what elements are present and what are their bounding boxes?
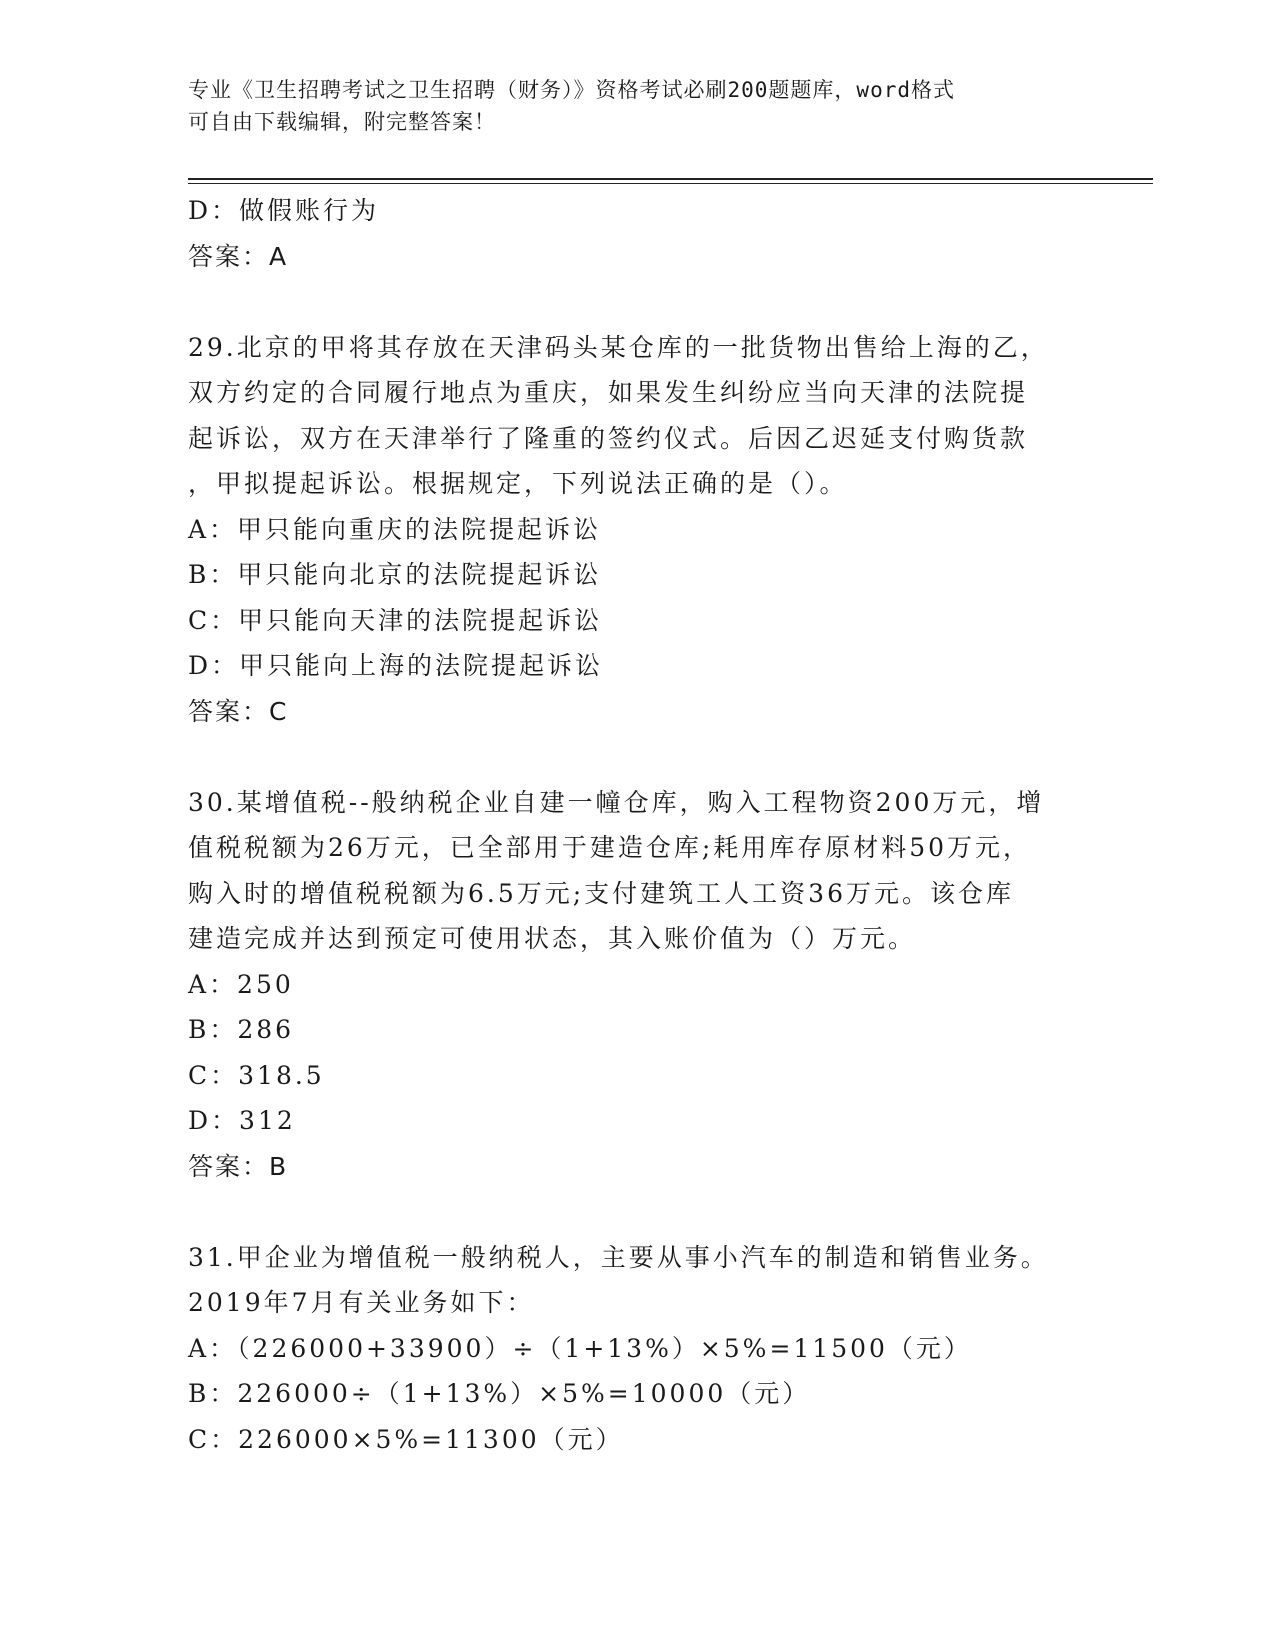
q30-option-d: D：312 xyxy=(188,1106,296,1135)
q30-answer: 答案：B xyxy=(188,1151,289,1181)
question-31 xyxy=(188,1235,1068,1463)
q31-stem-line: 31.甲企业为增值税一般纳税人，主要从事小汽车的制造和销售业务。 xyxy=(188,1242,1049,1272)
prev-option-d: D：做假账行为 xyxy=(188,196,380,225)
q30-option-b: B：286 xyxy=(188,1015,295,1044)
q29-answer: 答案：C xyxy=(188,696,289,726)
q29-stem-line: 双方约定的合同履行地点为重庆，如果发生纠纷应当向天津的法院提 xyxy=(188,378,1029,407)
q29-option-b: B：甲只能向北京的法院提起诉讼 xyxy=(188,560,602,589)
header-line-1: 专业《卫生招聘考试之卫生招聘（财务）》资格考试必刷200题题库，word格式 xyxy=(188,78,955,102)
header-rule-thin xyxy=(188,183,1153,184)
q29-stem-line: ，甲拟提起诉讼。根据规定，下列说法正确的是（）。 xyxy=(188,469,848,498)
header-rule-thick xyxy=(188,178,1153,180)
q30-stem-line: 购入时的增值税税额为6.5万元;支付建筑工人工资36万元。该仓库 xyxy=(188,878,1014,908)
header-line-2: 可自由下载编辑，附完整答案！ xyxy=(188,110,496,134)
q30-stem-line: 建造完成并达到预定可使用状态，其入账价值为（）万元。 xyxy=(188,924,917,953)
q30-stem-line: 30.某增值税--般纳税企业自建一幢仓库，购入工程物资200万元，增 xyxy=(188,787,1045,817)
q31-option-c: C：226000×5%=11300（元） xyxy=(188,1424,624,1454)
q31-stem-line: 2019年7月有关业务如下： xyxy=(188,1288,535,1317)
spacer xyxy=(188,734,1068,780)
q30-option-c: C：318.5 xyxy=(188,1060,325,1090)
q29-stem-line: 29.北京的甲将其存放在天津码头某仓库的一批货物出售给上海的乙， xyxy=(188,332,1049,362)
q29-option-d: D：甲只能向上海的法院提起诉讼 xyxy=(188,651,604,680)
prev-answer: 答案：A xyxy=(188,241,289,271)
q30-option-a: A：250 xyxy=(188,969,294,999)
question-29 xyxy=(188,325,1068,735)
q29-option-a: A：甲只能向重庆的法院提起诉讼 xyxy=(188,514,602,544)
spacer xyxy=(188,1189,1068,1235)
spacer xyxy=(188,279,1068,325)
q30-stem-line: 值税税额为26万元，已全部用于建造仓库;耗用库存原材料50万元， xyxy=(188,833,1032,862)
page-header xyxy=(188,74,1068,138)
q31-option-b: B：226000÷（1+13%）×5%=10000（元） xyxy=(188,1379,811,1408)
question-30 xyxy=(188,780,1068,1190)
q29-option-c: C：甲只能向天津的法院提起诉讼 xyxy=(188,605,603,635)
q31-option-a: A：（226000+33900）÷（1+13%）×5%=11500（元） xyxy=(188,1333,972,1363)
q29-stem-line: 起诉讼，双方在天津举行了隆重的签约仪式。后因乙迟延支付购货款 xyxy=(188,423,1029,453)
document-body xyxy=(188,188,1068,1462)
